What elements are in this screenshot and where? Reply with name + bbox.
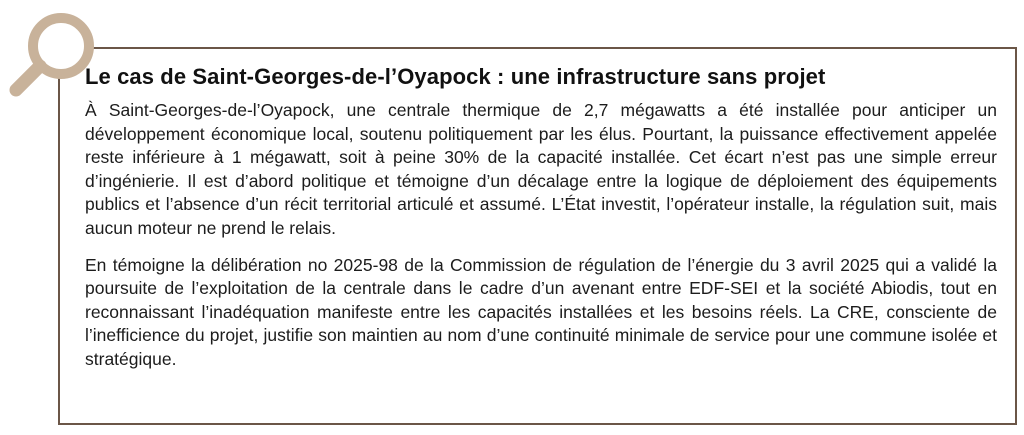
callout-box — [58, 47, 1017, 425]
callout-content — [85, 63, 997, 372]
magnifying-glass-icon — [4, 4, 104, 104]
callout-paragraph-2: En témoigne la délibération no 2025-98 de la Commission de régulation de l’énergie du 3 avril 2025 qui a validé la poursuite de l’exploitation de la centrale dans le cadre d’un avenant entre EDF-SEI et la société Abiodis, tout en reconnaissant l’inadéquation manifeste entre les capacités installées et les besoins réels. La CRE, consciente de l’inefficience du projet, justifie son maintien au nom d’une continuité minimale de service pour une commune isolée et stratégique. — [85, 254, 997, 369]
callout-paragraph-1: À Saint-Georges-de-l’Oyapock, une centrale thermique de 2,7 mégawatts a été installée pour anticiper un développement économique local, soutenu politiquement par les élus. Pourtant, la puissance effectivement appelée reste inférieure à 1 mégawatt, soit à peine 30% de la capacité installée. Cet écart n’est pas une simple erreur d’ingénierie. Il est d’abord politique et témoigne d’un décalage entre la logique de déploiement des équipements publics et l’absence d’un récit territorial articulé et assumé. L’État investit, l’opérateur installe, la régulation suit, mais aucun moteur ne prend le relais. — [85, 100, 997, 238]
callout-title: Le cas de Saint-Georges-de-l’Oyapock : une infrastructure sans projet — [85, 64, 826, 89]
